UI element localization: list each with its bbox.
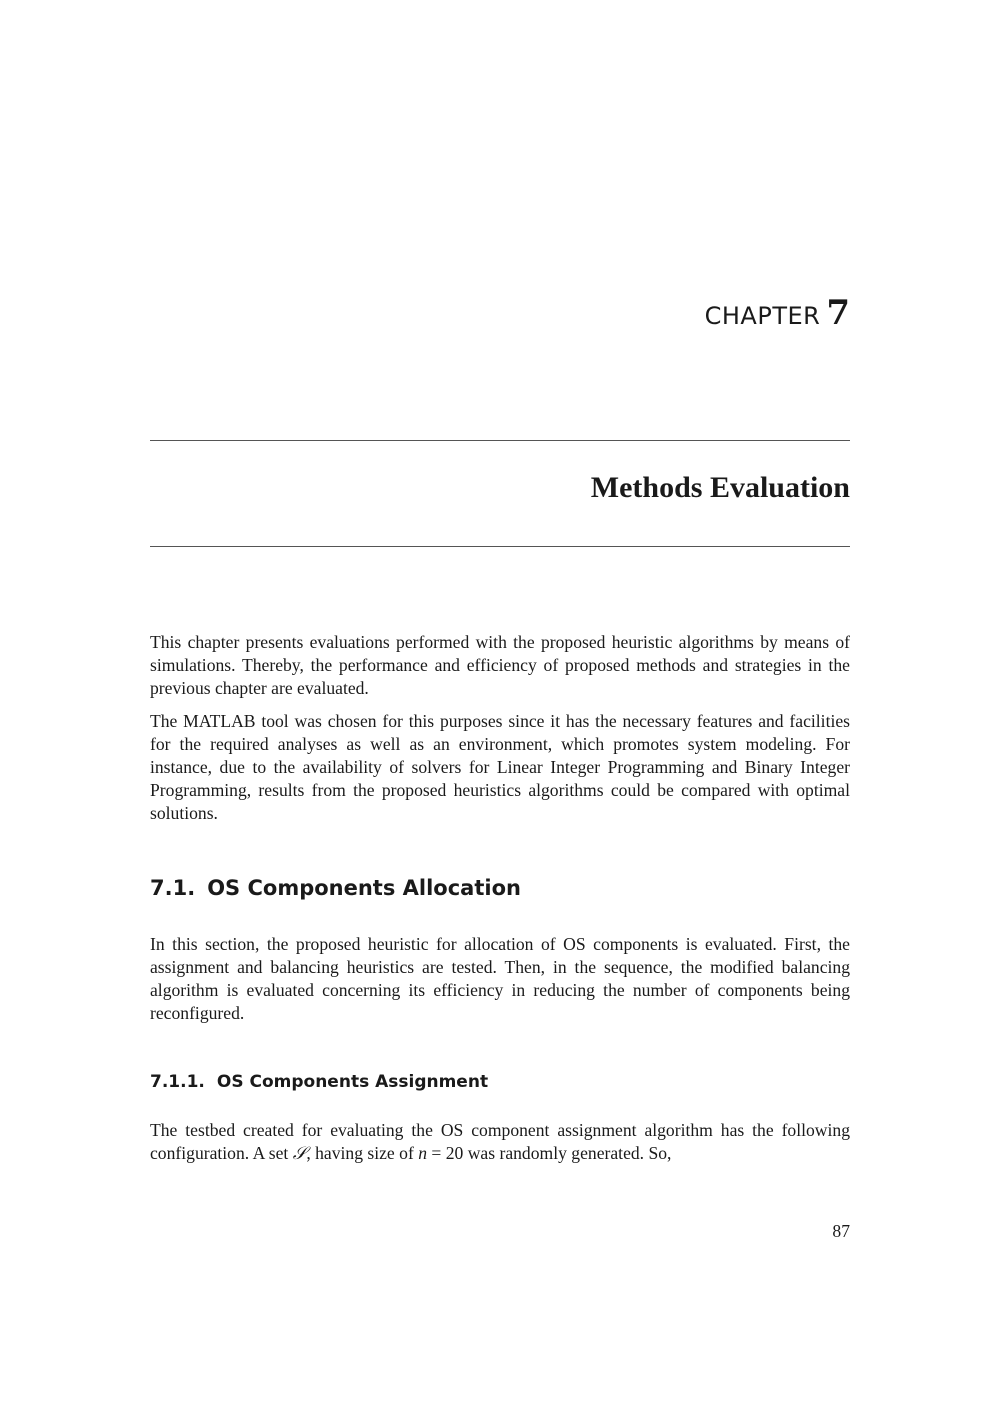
chapter-title: Methods Evaluation bbox=[590, 471, 850, 504]
subsection-text-3: = 20 was randomly generated. So, bbox=[427, 1143, 672, 1163]
subsection-paragraph bbox=[150, 1119, 850, 1165]
variable-n: n bbox=[418, 1143, 427, 1163]
intro-paragraph-1: This chapter presents evaluations performed with the proposed heuristic algorithms by means of simulations. Thereby, the performance and efficiency of proposed methods and strategies in the previous chapter are evaluated. bbox=[150, 632, 850, 698]
subsection-heading bbox=[150, 1069, 488, 1095]
page-number: 87 bbox=[832, 1221, 850, 1241]
section-number: 7.1. bbox=[150, 876, 196, 900]
intro-paragraph-2: The MATLAB tool was chosen for this purposes since it has the necessary features and facilities for the required analyses as well as an environment, which promotes system modeling. For instance, due to the availability of solvers for Linear Integer Programming and Binary Integer Programming, results from the proposed heuristics algorithms could be compared with optimal solutions. bbox=[150, 711, 850, 823]
set-symbol: 𝒮 bbox=[292, 1143, 307, 1163]
chapter-title-top-rule bbox=[150, 440, 850, 441]
subsection-title: OS Components Assignment bbox=[216, 1072, 489, 1092]
section-heading bbox=[150, 873, 521, 903]
chapter-title-bottom-rule bbox=[150, 546, 850, 547]
subsection-number: 7.1.1. bbox=[150, 1072, 205, 1092]
subsection-text-2: , having size of bbox=[306, 1143, 419, 1163]
chapter-label bbox=[704, 293, 850, 333]
section-title: OS Components Allocation bbox=[207, 876, 521, 900]
subsection-text-1: The testbed created for evaluating the OS component assignment algorithm has the following configuration. A set bbox=[150, 1120, 850, 1163]
chapter-number: 7 bbox=[826, 293, 850, 333]
section-paragraph: In this section, the proposed heuristic for allocation of OS components is evaluated. First, the assignment and balancing heuristics are tested. Then, in the sequence, the modified balancing algorithm is evaluated concerning its efficiency in reducing the number of components being reconfigured. bbox=[150, 934, 850, 1023]
chapter-word: CHAPTER bbox=[704, 302, 821, 330]
